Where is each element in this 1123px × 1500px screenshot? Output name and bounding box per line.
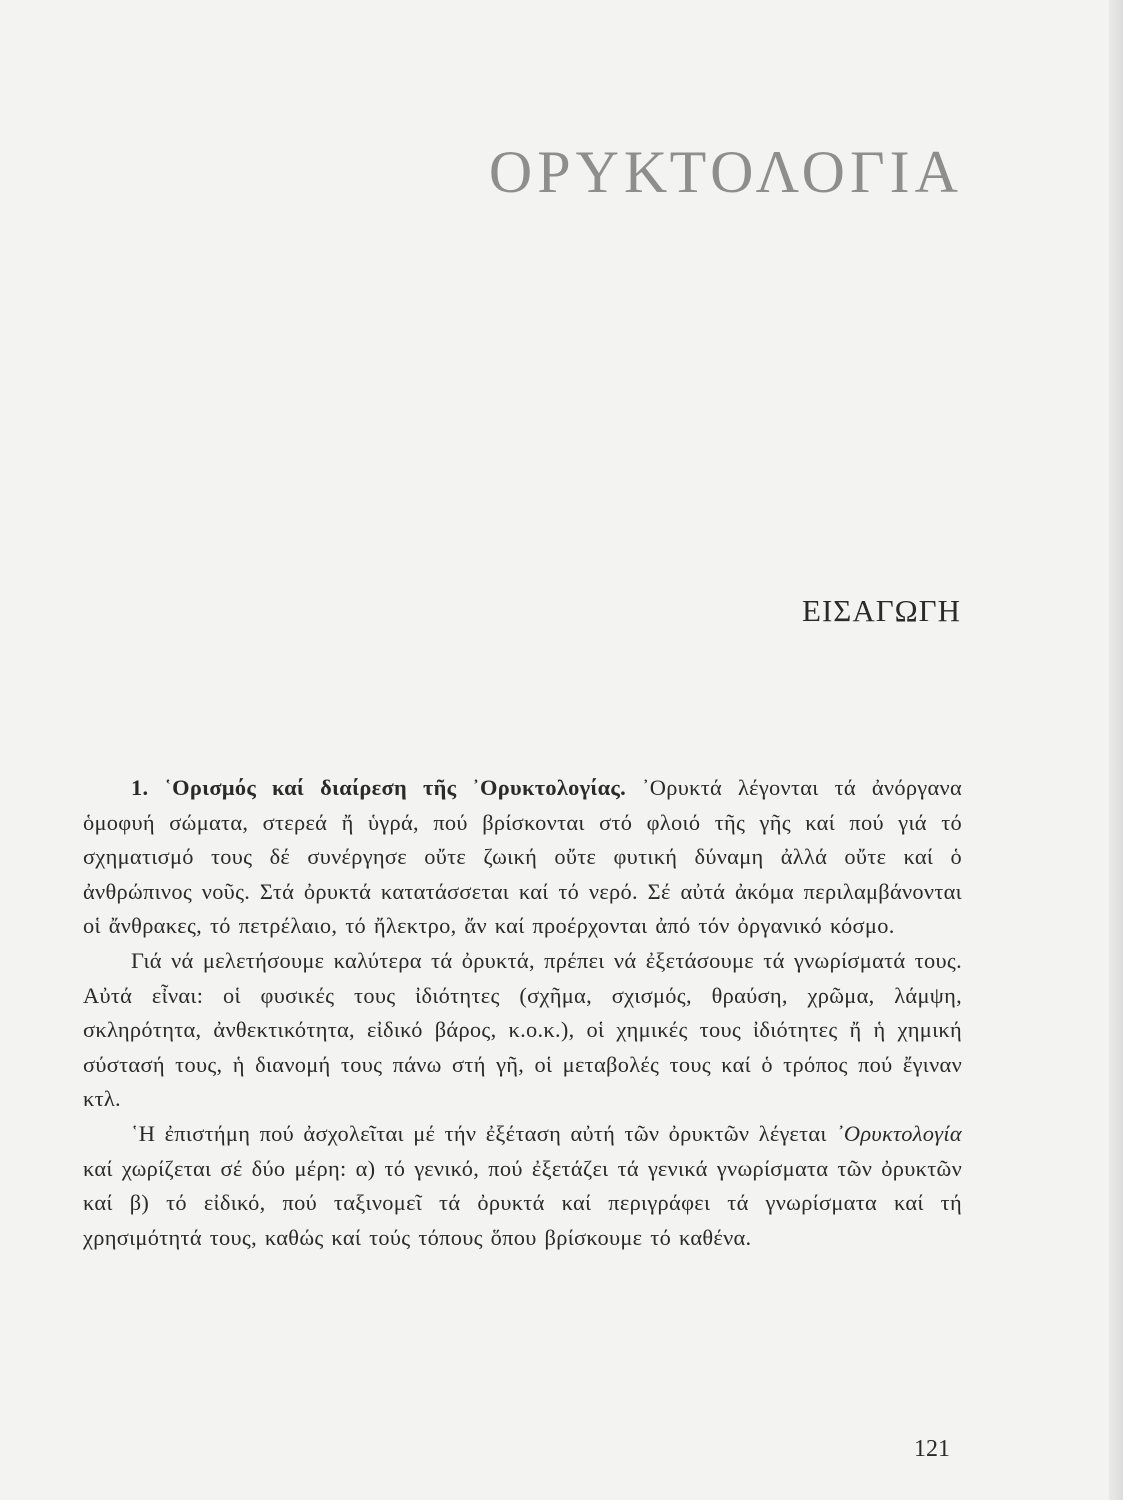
page-title: ΟΡΥΚΤΟΛΟΓΙΑ: [488, 139, 963, 205]
section-number: 1.: [131, 775, 149, 800]
paragraph-1: [83, 771, 962, 944]
paragraph-2: Γιά νά μελετήσουμε καλύτερα τά ὀρυκτά, πρέπει νά ἐξετάσουμε τά γνωρίσματά τους. Αὐτά εἶναι: οἱ φυσικές τους ἰδιότητες (σχῆμα, σχισμός, θραύση, χρῶμα, λάμψη, σκληρότητα, ἀνθεκτικότητα, εἰδικό βάρος, κ.ο.κ.), οἱ χημικές τους ἰδιότητες ἤ ἡ χημική σύστασή τους, ἡ διανομή τους πάνω στή γῆ, οἱ μεταβολές τους καί ὁ τρόπος πού ἔγιναν κτλ.: [83, 947, 962, 1112]
page-edge: [1109, 0, 1123, 1500]
section-heading: ΕΙΣΑΓΩΓΗ: [802, 593, 961, 628]
paragraph-3-text-after: καί χωρίζεται σέ δύο μέρη: α) τό γενικό, πού ἐξετάζει τά γενικά γνωρίσματα τῶν ὀρυκτῶν καί β) τό εἰδικό, πού ταξινομεῖ τά ὀρυκτά καί περιγράφει τά γνωρίσματα καί τή χρησιμότητά τους, καθώς καί τούς τόπους ὅπου βρίσκουμε τό καθένα.: [83, 1155, 962, 1250]
paragraph-3: [83, 1117, 962, 1255]
body-text: [83, 771, 962, 1255]
page-number: 121: [914, 1436, 950, 1462]
paragraph-3-text-before: ῾Η ἐπιστήμη πού ἀσχολεῖται μέ τήν ἐξέταση αὐτή τῶν ὀρυκτῶν λέγεται: [131, 1120, 827, 1146]
section-title: ῾Ορισμός καί διαίρεση τῆς ᾿Ορυκτολογίας.: [164, 775, 627, 800]
paragraph-1-text: ᾿Ορυκτά λέγονται τά ἀνόργανα ὁμοφυή σώματα, στερεά ἤ ὑγρά, πού βρίσκονται στό φλοιό τῆς γῆς καί πού γιά τό σχηματισμό τους δέ συνέργησε οὔτε ζωική οὔτε φυτική δύναμη ἀλλά οὔτε καί ὁ ἀνθρώπινος νοῦς. Στά ὀρυκτά κατατάσσεται καί τό νερό. Σέ αὐτά ἀκόμα περιλαμβάνονται οἱ ἄνθρακες, τό πετρέλαιο, τό ἤλεκτρο, ἄν καί προέρχονται ἀπό τόν ὀργανικό κόσμο.: [83, 775, 962, 939]
italic-term: ᾿Ορυκτολογία: [836, 1120, 962, 1146]
